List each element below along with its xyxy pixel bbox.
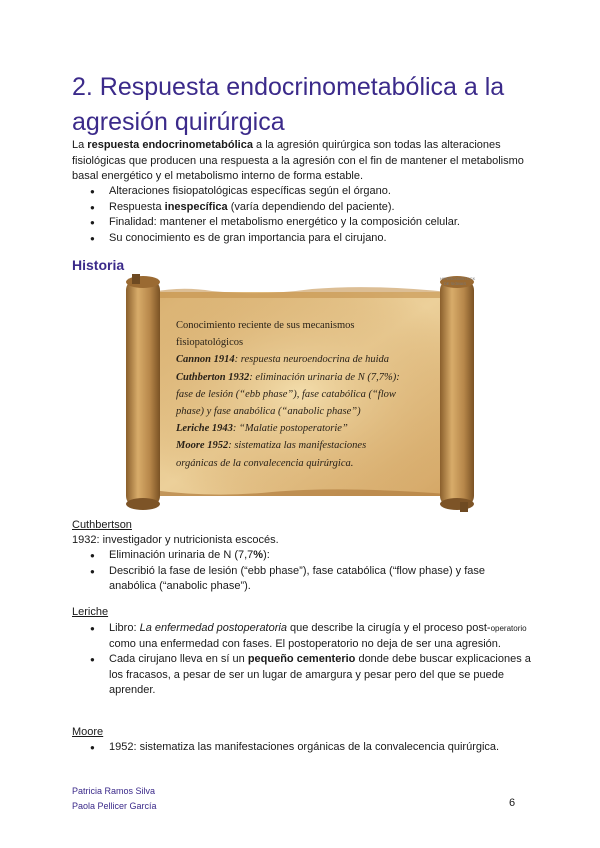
intro-bullet-list [72,184,532,246]
bullet-text: Finalidad: mantener el metabolismo energético y la composición celular. [109,216,460,228]
footer-author: Patricia Ramos Silva [72,786,156,796]
leriche-heading: Leriche [72,606,109,618]
scroll-caption [176,317,446,472]
intro-paragraph [72,138,532,185]
cuthbertson-desc: 1932: investigador y nutricionista escocés. [72,534,279,546]
scroll-roll-left [126,280,160,506]
intro-text-2: a la agresión quirúrgica son todas las alteraciones fisiológicas que producen una respuesta a la agresión con el fin de mantener el metabolismo basal energético y el metabolismo interno de forma estable. [72,139,524,182]
list-item: ● Cada cirujano lleva en sí un pequeño cementerio donde debe buscar explicaciones a los fracasos, a pesar de ser un lugar de amargura y pesar pero del que se puede aprender. [72,652,532,699]
page-number: 6 [509,797,516,809]
scroll-line: Moore 1952: sistematiza las manifestaciones [176,440,367,452]
cuthbertson-heading: Cuthbertson [72,519,132,531]
moore-list [72,740,532,756]
scroll-line: Leriche 1943: “Malatie postoperatorie” [176,423,348,435]
list-item [72,231,532,247]
scroll-line: Conocimiento reciente de sus mecanismos [176,320,355,331]
list-item [72,215,532,231]
bullet-text: Su conocimiento es de gran importancia para el cirujano. [109,231,387,244]
leriche-list [72,621,532,699]
scroll-line: fase de lesión (“ebb phase”), fase catabólica (“flow [176,388,396,400]
scroll-line: phase) y fase anabólica (“anabolic phase”) [176,406,361,418]
historia-heading: Historia [72,257,125,273]
list-item: ● Describió la fase de lesión (“ebb phase”), fase catabólica (“flow phase) y fase anabólica (“anabolic phase”). [72,564,532,595]
scroll-line: orgánicas de la convalecencia quirúrgica. [176,457,354,469]
page-title: 2. Respuesta endocrinometabólica a la agresión quirúrgica [72,73,505,136]
list-item [72,184,532,200]
list-item: ● Libro: La enfermedad postoperatoria que describe la cirugía y el proceso post-operatorio como una enfermedad con fases. El postoperatorio no deja de ser una agresión. [72,621,532,652]
moore-heading: Moore [72,726,104,738]
footer-authors [72,784,157,814]
list-item [72,200,532,216]
intro-text-1: La [72,139,88,151]
scroll-line: Cannon 1914: respuesta neuroendocrina de huida [176,354,390,366]
list-item: ● 1952: sistematiza las manifestaciones orgánicas de la convalecencia quirúrgica. [72,740,532,756]
cuthbertson-list [72,548,532,595]
scroll-line: Cuthberton 1932: eliminación urinaria de N (7,7%): [176,371,400,383]
bullet-text: Alteraciones fisiopatológicas específicas según el órgano. [109,185,391,197]
scroll-line: fisiopatológicos [176,337,244,349]
image-watermark-logo: HIPERCOMSTOCK DE SIGMAS [440,276,476,286]
bullet-text: Respuesta [109,200,165,213]
list-item: ● Eliminación urinaria de N (7,7%): [72,548,532,564]
bullet-text: (varía dependiendo del paciente). [227,200,395,213]
bullet-bold: inespecífica [164,200,228,213]
footer-author: Paola Pellicer García [72,801,157,811]
intro-bold-term: respuesta endocrinometabólica [87,139,253,151]
